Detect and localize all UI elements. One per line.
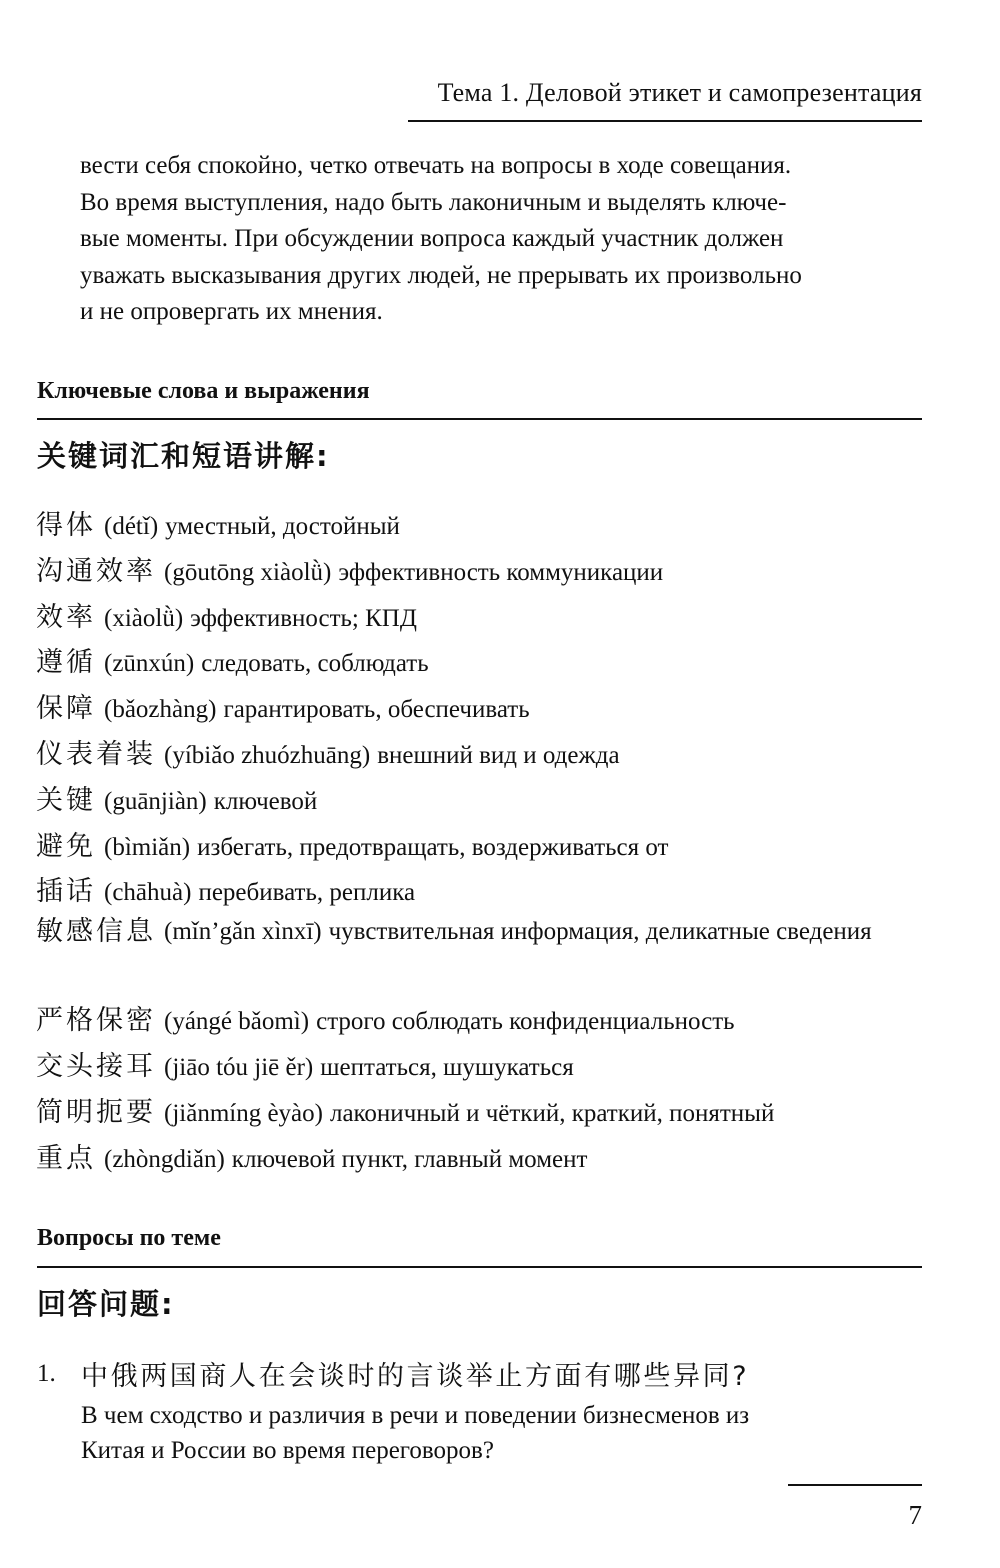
footer-rule [788, 1484, 922, 1486]
vocab-item [36, 686, 926, 732]
vocab-chinese: 效率 [36, 601, 96, 633]
vocab-chinese: 保障 [36, 693, 96, 725]
vocab-meaning: лаконичный и чёткий, краткий, понятный [329, 1099, 775, 1127]
intro-line: вые моменты. При обсуждении вопроса каждый участник должен [80, 225, 784, 253]
page-number: 7 [908, 1500, 922, 1530]
question-russian [81, 1398, 924, 1468]
question-chinese: 中俄两国商人在会谈时的言谈举止方面有哪些异同? [81, 1361, 750, 1392]
vocab-meaning: следовать, соблюдать [201, 650, 429, 678]
vocab-chinese: 沟通效率 [36, 555, 156, 587]
vocab-pinyin: (détǐ) [104, 513, 159, 540]
vocab-item [36, 998, 926, 1044]
running-header: Тема 1. Деловой этикет и самопрезентация [437, 78, 922, 107]
vocab-meaning: ключевой пункт, главный момент [231, 1145, 588, 1173]
vocab-pinyin: (gōutōng xiàolǜ) [164, 558, 332, 586]
vocab-meaning: уместный, достойный [165, 513, 400, 540]
vocab-meaning: гарантировать, обеспечивать [223, 696, 530, 724]
header-rule [408, 120, 922, 122]
vocab-meaning: эффективность; КПД [190, 604, 417, 632]
intro-line: уважать высказывания других людей, не прерывать их произвольно [80, 261, 802, 289]
questions-cn-heading: 回答问题: [37, 1287, 175, 1321]
vocab-pinyin: (jiǎnmíng èyào) [164, 1099, 323, 1127]
vocab-item [36, 915, 926, 998]
vocab-chinese: 得体 [36, 510, 96, 541]
vocab-item [36, 824, 926, 870]
vocab-pinyin: (zūnxún) [104, 650, 195, 678]
question-russian-line: В чем сходство и различия в речи и поведении бизнесменов из [81, 1402, 750, 1429]
keywords-section-rule [37, 418, 922, 420]
vocab-meaning: внешний вид и одежда [377, 741, 620, 769]
vocab-item [36, 595, 926, 641]
vocab-item [36, 549, 926, 595]
vocab-pinyin: (guānjiàn) [104, 787, 207, 815]
vocab-meaning: строго соблюдать конфиденциальность [316, 1008, 735, 1036]
questions-section-title: Вопросы по теме [37, 1225, 221, 1251]
vocab-chinese: 简明扼要 [36, 1096, 156, 1128]
vocab-chinese: 关键 [36, 784, 96, 816]
intro-line: Во время выступления, надо быть лаконичным и выделять ключе- [80, 188, 787, 216]
questions-section-rule [37, 1266, 922, 1268]
vocab-meaning: перебивать, реплика [198, 879, 416, 907]
keywords-section-title: Ключевые слова и выражения [37, 378, 370, 404]
vocab-pinyin: (bìmiǎn) [104, 833, 191, 861]
vocab-meaning: эффективность коммуникации [338, 558, 664, 586]
vocab-item [36, 1136, 926, 1182]
vocab-meaning: ключевой [213, 787, 318, 815]
vocab-chinese: 插话 [36, 876, 96, 908]
vocab-item [36, 1044, 926, 1090]
vocabulary-list [36, 503, 926, 1181]
vocab-chinese: 重点 [36, 1142, 96, 1174]
vocab-chinese: 交头接耳 [36, 1050, 156, 1082]
vocab-pinyin: (zhòngdiǎn) [104, 1145, 225, 1173]
vocab-item [36, 732, 926, 778]
vocab-pinyin: (yángé bǎomì) [164, 1008, 310, 1036]
vocab-pinyin: (jiāo tóu jiē ěr) [164, 1053, 314, 1081]
vocab-chinese: 避免 [36, 830, 96, 862]
vocab-pinyin: (bǎozhàng) [104, 696, 217, 724]
vocab-pinyin: (xiàolǜ) [104, 604, 184, 632]
vocab-pinyin: (chāhuà) [104, 879, 192, 907]
vocab-chinese: 遵循 [36, 647, 96, 679]
question-number: 1. [37, 1360, 56, 1387]
vocab-item [36, 640, 926, 686]
vocab-chinese: 仪表着装 [36, 738, 156, 770]
vocab-pinyin: (yíbiǎo zhuózhuāng) [164, 741, 371, 769]
vocab-chinese: 严格保密 [36, 1005, 156, 1037]
intro-line: и не опровергать их мнения. [80, 298, 383, 326]
vocab-meaning: избегать, предотвращать, воздерживаться от [197, 833, 669, 861]
question-russian-line: Китая и России во время переговоров? [81, 1437, 494, 1464]
intro-paragraph [80, 148, 922, 331]
vocab-meaning: шептаться, шушукаться [320, 1053, 574, 1081]
keywords-cn-heading: 关键词汇和短语讲解: [37, 439, 330, 473]
vocab-item [36, 869, 926, 915]
vocab-item [36, 1090, 926, 1136]
vocab-pinyin: (mǐn’gǎn xìnxī) [164, 918, 322, 946]
vocab-item [36, 778, 926, 824]
intro-line: вести себя спокойно, четко отвечать на вопросы в ходе совещания. [80, 152, 792, 179]
vocab-chinese: 敏感信息 [36, 916, 156, 948]
vocab-meaning: чувствительная информация, деликатные сведения [328, 918, 872, 946]
vocab-item [36, 503, 926, 549]
